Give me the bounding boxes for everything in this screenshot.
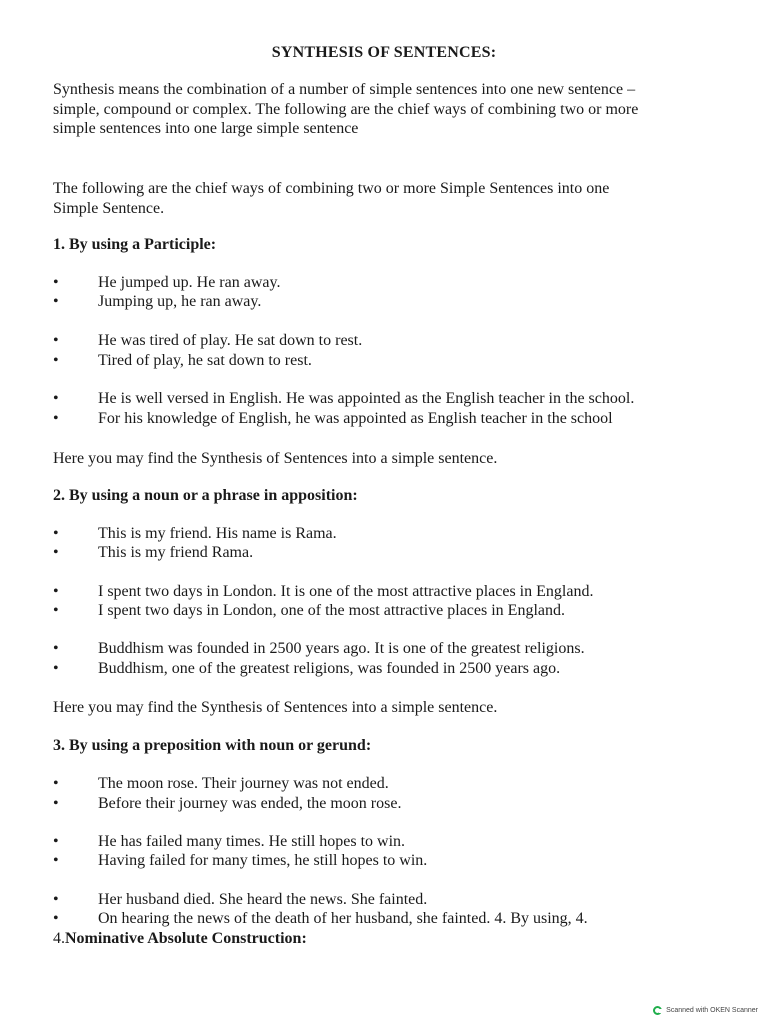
- section-note: Here you may find the Synthesis of Sentences into a simple sentence.: [53, 699, 498, 716]
- section-heading: 2. By using a noun or a phrase in apposition:: [53, 487, 358, 504]
- intro-line: simple, compound or complex. The following are the chief ways of combining two or more: [53, 100, 639, 118]
- list-item-text: He was tired of play. He sat down to rest.: [98, 332, 363, 349]
- bullet-icon: •: [53, 525, 59, 542]
- list-item-text: Buddhism was founded in 2500 years ago. It is one of the greatest religions.: [98, 640, 585, 657]
- bullet-icon: •: [53, 544, 59, 561]
- list-item-text: On hearing the news of the death of her husband, she fainted. 4. By using, 4.: [98, 910, 588, 927]
- list-item-text: I spent two days in London. It is one of the most attractive places in England.: [98, 583, 594, 600]
- list-item-text: He jumped up. He ran away.: [98, 274, 281, 291]
- bullet-icon: •: [53, 583, 59, 600]
- section-heading-text: Nominative Absolute Construction:: [65, 930, 307, 947]
- bullet-icon: •: [53, 352, 59, 369]
- list-item-text: For his knowledge of English, he was appointed as English teacher in the school: [98, 410, 613, 427]
- list-item-text: Jumping up, he ran away.: [98, 293, 262, 310]
- list-item-text: Tired of play, he sat down to rest.: [98, 352, 312, 369]
- list-item-text: The moon rose. Their journey was not ended.: [98, 775, 389, 792]
- list-item-text: Buddhism, one of the greatest religions, was founded in 2500 years ago.: [98, 660, 561, 677]
- list-item-text: I spent two days in London, one of the most attractive places in England.: [98, 602, 565, 619]
- scanner-watermark: [653, 1006, 758, 1015]
- section-heading: 1. By using a Participle:: [53, 236, 217, 253]
- bullet-icon: •: [53, 852, 59, 869]
- scanner-logo-icon: [653, 1006, 662, 1015]
- bullet-icon: •: [53, 293, 59, 310]
- bullet-icon: •: [53, 891, 59, 908]
- intro2-line: Simple Sentence.: [53, 199, 165, 217]
- list-item-text: He is well versed in English. He was appointed as the English teacher in the school.: [98, 390, 635, 407]
- list-item-text: He has failed many times. He still hopes to win.: [98, 833, 406, 850]
- bullet-icon: •: [53, 274, 59, 291]
- bullet-icon: •: [53, 640, 59, 657]
- bullet-icon: •: [53, 833, 59, 850]
- list-item-text: This is my friend Rama.: [98, 544, 254, 561]
- bullet-icon: •: [53, 910, 59, 927]
- intro-line: simple sentences into one large simple sentence: [53, 120, 359, 137]
- bullet-icon: •: [53, 660, 59, 677]
- intro2-paragraph: [53, 179, 723, 218]
- section-heading: 3. By using a preposition with noun or gerund:: [53, 737, 372, 754]
- section-number: 4.: [53, 930, 65, 947]
- list-item-text: Having failed for many times, he still hopes to win.: [98, 852, 428, 869]
- list-item-text: This is my friend. His name is Rama.: [98, 525, 337, 542]
- bullet-icon: •: [53, 602, 59, 619]
- bullet-icon: •: [53, 775, 59, 792]
- page-title: SYNTHESIS OF SENTENCES:: [271, 44, 497, 61]
- list-item-text: Her husband died. She heard the news. She fainted.: [98, 891, 428, 908]
- list-item-text: Before their journey was ended, the moon rose.: [98, 795, 402, 812]
- bullet-icon: •: [53, 390, 59, 407]
- intro-line: Synthesis means the combination of a number of simple sentences into one new sentence –: [53, 81, 636, 98]
- intro2-line: The following are the chief ways of combining two or more Simple Sentences into one: [53, 180, 610, 197]
- bullet-icon: •: [53, 410, 59, 427]
- scanner-watermark-text: Scanned with OKEN Scanner: [666, 1007, 758, 1014]
- section-heading: [53, 930, 307, 948]
- intro-paragraph: [53, 80, 723, 139]
- bullet-icon: •: [53, 332, 59, 349]
- bullet-icon: •: [53, 795, 59, 812]
- section-note: Here you may find the Synthesis of Sentences into a simple sentence.: [53, 450, 498, 467]
